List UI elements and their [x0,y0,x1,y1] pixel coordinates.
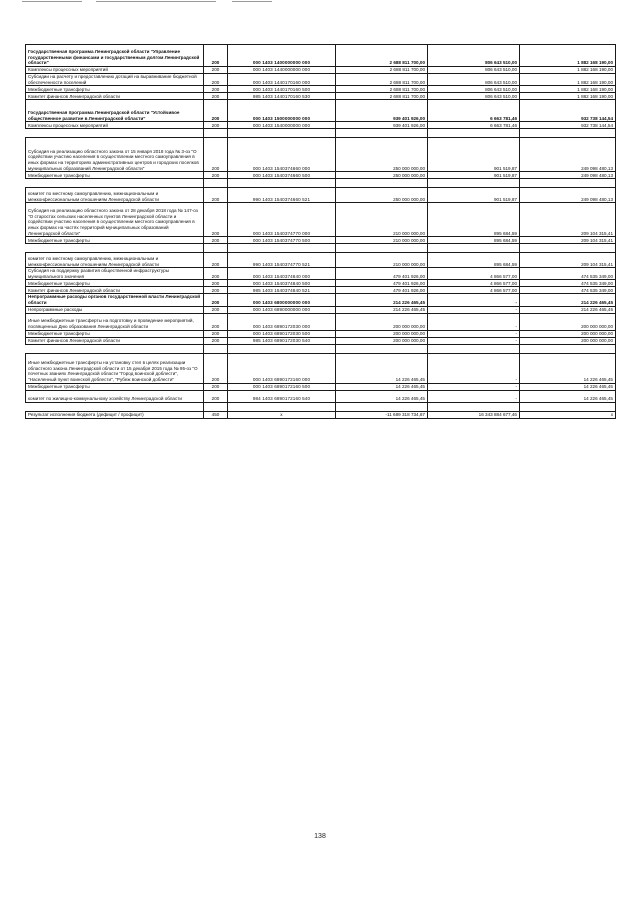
row-approved-amount-cell [336,402,428,411]
scan-edge [0,0,640,4]
table-row [26,100,616,122]
row-classification-code-cell: 000 1403 6800000000 000 [228,294,336,306]
row-code-cell [204,129,228,138]
row-executed-amount-cell [428,344,520,353]
row-code-cell: 200 [204,353,228,383]
row-approved-amount-cell [336,179,428,188]
row-name-cell: Межбюджетные трансферты [26,330,204,337]
table-row [26,67,616,74]
row-approved-amount-cell: 479 401 926,00 [336,287,428,294]
table-row [26,337,616,344]
row-approved-amount-cell [336,244,428,253]
spacer-row [26,344,616,353]
table-row [26,390,616,402]
row-name-cell: комитет по местному самоуправлению, межнациональным и межконфессиональным отношениям Ленинградской области [26,253,204,268]
table-row [26,74,616,86]
row-classification-code-cell: 000 1403 1540374840 500 [228,280,336,287]
row-remainder-amount-cell: 249 098 480,13 [520,188,616,203]
row-classification-code-cell: 000 1403 1440170160 000 [228,74,336,86]
row-code-cell: 200 [204,172,228,179]
row-code-cell: 200 [204,67,228,74]
row-executed-amount-cell: 806 643 510,00 [428,74,520,86]
row-executed-amount-cell: 901 519,87 [428,138,520,172]
row-executed-amount-cell: 901 519,87 [428,188,520,203]
row-approved-amount-cell: 14 226 465,45 [336,390,428,402]
table-row [26,330,616,337]
row-name-cell [26,344,204,353]
row-approved-amount-cell: 2 688 811 700,00 [336,93,428,100]
row-classification-code-cell: 000 1403 1440170160 500 [228,86,336,93]
row-executed-amount-cell: 901 519,87 [428,172,520,179]
row-classification-code-cell: 990 1403 1540374660 521 [228,188,336,203]
row-classification-code-cell: 984 1403 6890172160 540 [228,390,336,402]
table-row [26,268,616,280]
row-name-cell [26,402,204,411]
row-approved-amount-cell: 210 000 000,00 [336,203,428,237]
spacer-row [26,402,616,411]
row-code-cell: 200 [204,86,228,93]
table-row [26,353,616,383]
row-code-cell: 200 [204,330,228,337]
row-executed-amount-cell: 4 866 577,00 [428,280,520,287]
row-code-cell: 450 [204,411,228,418]
row-name-cell [26,129,204,138]
row-classification-code-cell: 000 1403 1400000000 000 [228,45,336,67]
table-row [26,138,616,172]
row-classification-code-cell: 000 1403 1540374840 000 [228,268,336,280]
row-remainder-amount-cell [520,402,616,411]
row-code-cell: 200 [204,203,228,237]
table-row [26,383,616,390]
row-classification-code-cell [228,129,336,138]
row-approved-amount-cell: 14 226 465,45 [336,353,428,383]
table-row [26,280,616,287]
row-code-cell: 200 [204,74,228,86]
row-name-cell: Государственная программа Ленинградской области "Устойчивое общественное развитие в Ленинградской области" [26,100,204,122]
table-row [26,93,616,100]
row-name-cell: Субсидии на расчету и предоставлению дотаций на выравнивание бюджетной обеспеченности поселений [26,74,204,86]
row-remainder-amount-cell: 14 226 465,45 [520,390,616,402]
row-executed-amount-cell: - [428,353,520,383]
row-code-cell: 200 [204,268,228,280]
row-name-cell: Комплексы процессных мероприятий [26,122,204,129]
row-classification-code-cell: 000 1403 6890172160 500 [228,383,336,390]
row-remainder-amount-cell: 14 226 465,45 [520,353,616,383]
row-remainder-amount-cell: 214 226 465,45 [520,306,616,313]
row-classification-code-cell: 990 1403 1540374770 521 [228,253,336,268]
row-remainder-amount-cell: 200 000 000,00 [520,337,616,344]
row-code-cell [204,179,228,188]
row-approved-amount-cell: 2 688 811 700,00 [336,86,428,93]
row-classification-code-cell: 000 1403 6890172030 000 [228,313,336,330]
spacer-row [26,244,616,253]
row-code-cell: 200 [204,280,228,287]
row-executed-amount-cell: 895 684,59 [428,237,520,244]
row-remainder-amount-cell: 209 104 315,41 [520,203,616,237]
row-executed-amount-cell: 806 643 510,00 [428,86,520,93]
table-row [26,287,616,294]
table-row [26,294,616,306]
row-approved-amount-cell: 214 226 465,45 [336,294,428,306]
row-executed-amount-cell: - [428,390,520,402]
row-name-cell: Государственная программа Ленинградской области "Управление государственными финансами и государственным долгом Ленинградской области" [26,45,204,67]
row-remainder-amount-cell [520,344,616,353]
row-remainder-amount-cell: 1 882 168 190,00 [520,93,616,100]
table-row [26,45,616,67]
row-approved-amount-cell [336,129,428,138]
row-executed-amount-cell: - [428,330,520,337]
row-classification-code-cell: 000 1403 1540374770 500 [228,237,336,244]
row-executed-amount-cell: - [428,306,520,313]
row-classification-code-cell: 000 1403 6890000000 000 [228,306,336,313]
row-executed-amount-cell: 4 866 577,00 [428,268,520,280]
row-name-cell: Иные межбюджетные трансферты на установку стел в целях реализации областного закона Ленинградской области от 15 декабря 2015 года № 95-оз "О почетных званиях Ленинградской области "Город воинской доблести", "Населенный пункт воинской доблести", "Рубеж воинской доблести" [26,353,204,383]
row-remainder-amount-cell: 474 535 349,00 [520,287,616,294]
row-code-cell: 200 [204,337,228,344]
row-remainder-amount-cell: 209 104 315,41 [520,253,616,268]
row-name-cell: Комплексы процессных мероприятий [26,67,204,74]
row-code-cell: 200 [204,313,228,330]
row-name-cell: Субсидия на реализацию областного закона от 28 декабря 2018 года № 147-оз "О старостах сельских населенных пунктов Ленинградской области и содействии участию населения в осуществлении местного самоуправления в иных формах на частях территорий муниципальных образований Ленинградской области" [26,203,204,237]
row-code-cell: 200 [204,390,228,402]
row-code-cell [204,244,228,253]
row-remainder-amount-cell: 209 104 315,41 [520,237,616,244]
row-approved-amount-cell: -11 689 318 734,67 [336,411,428,418]
row-remainder-amount-cell [520,244,616,253]
row-code-cell: 200 [204,138,228,172]
row-remainder-amount-cell: 1 882 168 190,00 [520,45,616,67]
row-executed-amount-cell [428,179,520,188]
row-code-cell: 200 [204,253,228,268]
row-remainder-amount-cell [520,129,616,138]
row-executed-amount-cell: 6 663 781,46 [428,122,520,129]
row-approved-amount-cell: 250 000 000,00 [336,138,428,172]
row-remainder-amount-cell: 200 000 000,00 [520,330,616,337]
row-classification-code-cell: 985 1403 6890172030 540 [228,337,336,344]
row-executed-amount-cell: 6 663 781,46 [428,100,520,122]
row-classification-code-cell: 000 1403 1540374660 000 [228,138,336,172]
row-code-cell: 200 [204,237,228,244]
row-code-cell: 200 [204,306,228,313]
row-remainder-amount-cell: 932 738 144,54 [520,122,616,129]
row-name-cell [26,179,204,188]
row-classification-code-cell [228,344,336,353]
row-executed-amount-cell [428,244,520,253]
row-code-cell: 200 [204,294,228,306]
row-code-cell: 200 [204,287,228,294]
table-row [26,86,616,93]
row-name-cell: Субсидия на поддержку развития общественной инфраструктуры муниципального значения [26,268,204,280]
row-classification-code-cell: 000 1403 1540374770 000 [228,203,336,237]
row-remainder-amount-cell [520,179,616,188]
row-remainder-amount-cell: 932 738 144,54 [520,100,616,122]
row-approved-amount-cell: 939 401 926,00 [336,100,428,122]
row-remainder-amount-cell: 474 535 349,00 [520,268,616,280]
table-row [26,237,616,244]
row-approved-amount-cell: 2 688 811 700,00 [336,74,428,86]
row-classification-code-cell: 985 1403 1540374840 521 [228,287,336,294]
row-approved-amount-cell: 200 000 000,00 [336,330,428,337]
row-remainder-amount-cell: 474 535 349,00 [520,280,616,287]
row-name-cell: Результат исполнения бюджета (дефицит / профицит) [26,411,204,418]
row-code-cell: 200 [204,188,228,203]
row-name-cell: комитет по жилищно-коммунальному хозяйству Ленинградской области [26,390,204,402]
row-name-cell: Межбюджетные трансферты [26,237,204,244]
row-executed-amount-cell [428,402,520,411]
row-executed-amount-cell: 806 643 510,00 [428,45,520,67]
page-number: 138 [314,833,326,840]
row-executed-amount-cell: 806 643 510,00 [428,67,520,74]
row-approved-amount-cell: 250 000 000,00 [336,172,428,179]
row-name-cell: Межбюджетные трансферты [26,86,204,93]
row-approved-amount-cell: 210 000 000,00 [336,237,428,244]
table-row [26,122,616,129]
table-row [26,188,616,203]
row-classification-code-cell: 000 1403 6890172030 500 [228,330,336,337]
row-executed-amount-cell: 895 684,59 [428,253,520,268]
row-executed-amount-cell: - [428,337,520,344]
row-approved-amount-cell: 250 000 000,00 [336,188,428,203]
row-name-cell: Непрограммные расходы органов государственной власти Ленинградской области [26,294,204,306]
row-classification-code-cell: x [228,411,336,418]
row-executed-amount-cell [428,129,520,138]
row-remainder-amount-cell: 1 882 168 190,00 [520,86,616,93]
row-approved-amount-cell: 939 401 926,00 [336,122,428,129]
spacer-row [26,179,616,188]
table-row [26,253,616,268]
spacer-row [26,129,616,138]
row-remainder-amount-cell: 14 226 465,45 [520,383,616,390]
row-executed-amount-cell: - [428,383,520,390]
row-executed-amount-cell: - [428,294,520,306]
budget-execution-table [25,44,616,419]
row-approved-amount-cell: 2 688 811 700,00 [336,67,428,74]
row-code-cell: 200 [204,100,228,122]
table-row [26,172,616,179]
row-approved-amount-cell: 479 401 926,00 [336,280,428,287]
row-name-cell: Межбюджетные трансферты [26,172,204,179]
row-remainder-amount-cell: 249 098 480,13 [520,172,616,179]
row-approved-amount-cell: 14 226 465,45 [336,383,428,390]
row-name-cell: Иные межбюджетные трансферты на подготовку и проведение мероприятий, посвященных Дню образования Ленинградской области [26,313,204,330]
row-classification-code-cell [228,179,336,188]
table-row [26,203,616,237]
row-name-cell: комитет по местному самоуправлению, межнациональным и межконфессиональным отношениям Ленинградской области [26,188,204,203]
row-approved-amount-cell [336,344,428,353]
row-executed-amount-cell: - [428,313,520,330]
row-executed-amount-cell: 4 866 577,00 [428,287,520,294]
table-row [26,411,616,418]
row-remainder-amount-cell: 1 882 168 190,00 [520,74,616,86]
row-code-cell: 200 [204,122,228,129]
row-classification-code-cell [228,402,336,411]
row-classification-code-cell: 000 1403 1540000000 000 [228,122,336,129]
row-name-cell: Межбюджетные трансферты [26,383,204,390]
row-executed-amount-cell: 16 343 884 677,46 [428,411,520,418]
row-remainder-amount-cell: 200 000 000,00 [520,313,616,330]
row-classification-code-cell: 000 1403 1500000000 000 [228,100,336,122]
row-classification-code-cell: 000 1403 1440000000 000 [228,67,336,74]
row-classification-code-cell: 000 1403 6890172160 000 [228,353,336,383]
row-name-cell: Субсидия на реализацию областного закона от 15 января 2018 года № 3-оз "О содействии участию населения в осуществлении местного самоуправления в иных формах на территориях административных центров и городских поселков муниципальных образований Ленинградской области" [26,138,204,172]
row-approved-amount-cell: 2 688 811 700,00 [336,45,428,67]
row-classification-code-cell: 985 1403 1440170160 530 [228,93,336,100]
row-approved-amount-cell: 210 000 000,00 [336,253,428,268]
row-name-cell [26,244,204,253]
row-name-cell: Комитет финансов Ленинградской области [26,287,204,294]
row-code-cell [204,402,228,411]
row-approved-amount-cell: 200 000 000,00 [336,313,428,330]
row-code-cell: 200 [204,45,228,67]
row-executed-amount-cell: 806 643 510,00 [428,93,520,100]
row-code-cell: 200 [204,383,228,390]
row-approved-amount-cell: 214 226 465,45 [336,306,428,313]
row-remainder-amount-cell: 214 226 465,45 [520,294,616,306]
table-row [26,306,616,313]
row-name-cell: Межбюджетные трансферты [26,280,204,287]
row-classification-code-cell: 000 1403 1540374660 500 [228,172,336,179]
row-remainder-amount-cell: 249 098 480,13 [520,138,616,172]
row-code-cell: 200 [204,93,228,100]
row-remainder-amount-cell: 1 882 168 190,00 [520,67,616,74]
row-code-cell [204,344,228,353]
row-classification-code-cell [228,244,336,253]
row-executed-amount-cell: 895 684,59 [428,203,520,237]
row-approved-amount-cell: 479 401 926,00 [336,268,428,280]
row-name-cell: Непрограммные расходы [26,306,204,313]
table-body [26,45,616,419]
row-approved-amount-cell: 200 000 000,00 [336,337,428,344]
row-remainder-amount-cell: x [520,411,616,418]
table-row [26,313,616,330]
row-name-cell: Комитет финансов Ленинградской области [26,337,204,344]
row-name-cell: Комитет финансов Ленинградской области [26,93,204,100]
